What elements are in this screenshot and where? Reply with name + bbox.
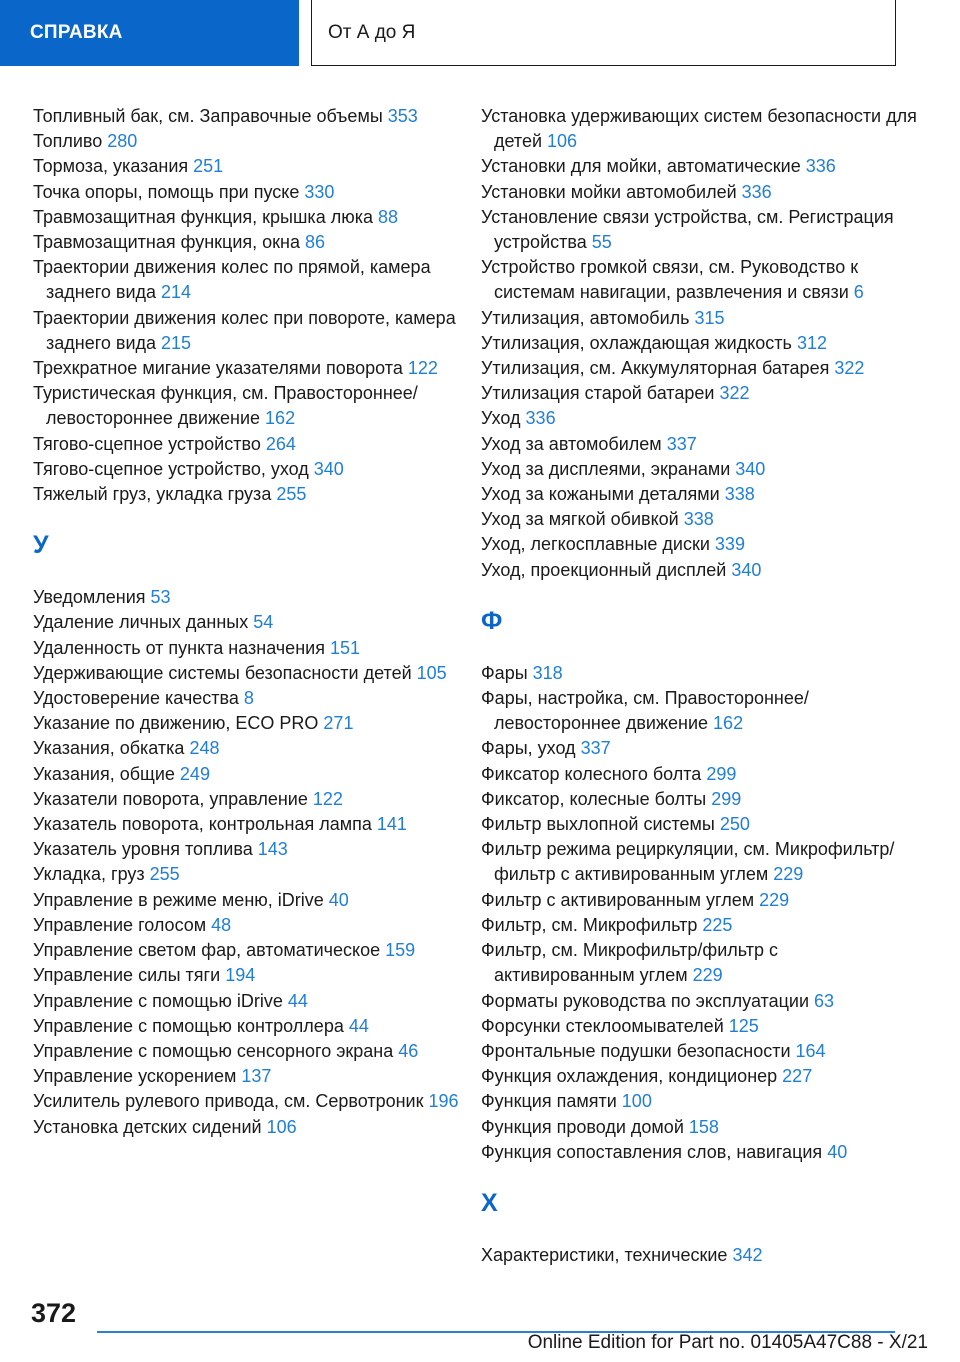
- index-entry-term: Травмозащитная функция, окна: [33, 232, 305, 253]
- page-reference-link[interactable]: 143: [257, 839, 288, 860]
- index-entry: [481, 406, 921, 431]
- page-reference-link[interactable]: 340: [731, 559, 762, 580]
- index-entry: [33, 1089, 463, 1114]
- index-entry-term: Фильтр выхлопной системы: [481, 814, 720, 835]
- index-entry-term: Топливный бак, см. Заправочные объемы: [33, 106, 388, 126]
- index-entry-term: Утилизация, автомобиль: [481, 307, 695, 328]
- index-entry: [481, 686, 921, 736]
- index-entry: [481, 1039, 921, 1064]
- index-entry-term: Фронтальные подушки безопасности: [481, 1040, 796, 1061]
- page-reference-link[interactable]: 162: [713, 713, 744, 734]
- index-entry: [481, 205, 921, 255]
- index-entry-term: Усилитель рулевого привода, см. Сервотроник: [33, 1091, 429, 1112]
- page-reference-link[interactable]: 106: [266, 1116, 297, 1137]
- index-entry-term: Траектории движения колес при повороте, камера заднего вида: [33, 307, 456, 353]
- index-entry: [481, 180, 921, 205]
- page-reference-link[interactable]: 122: [312, 788, 343, 809]
- index-entry: [33, 989, 463, 1014]
- index-entry-term: Уход за дисплеями, экранами: [481, 458, 736, 479]
- page-reference-link[interactable]: 229: [759, 889, 790, 910]
- index-entry: [481, 762, 921, 787]
- index-entry: [481, 938, 921, 988]
- index-entry-term: Функция памяти: [481, 1091, 622, 1112]
- index-entry: [33, 356, 463, 381]
- index-entry: [481, 787, 921, 812]
- page-reference-link[interactable]: 125: [728, 1015, 759, 1036]
- page-reference-link[interactable]: 336: [525, 408, 556, 429]
- page-reference-link[interactable]: 318: [532, 662, 563, 683]
- index-entry-term: Указатель уровня топлива: [33, 839, 258, 860]
- index-entry: [33, 482, 463, 507]
- page-reference-link[interactable]: 264: [265, 433, 296, 454]
- page-reference-link[interactable]: 250: [719, 814, 750, 835]
- page-reference-link[interactable]: 330: [304, 181, 335, 202]
- index-entry-term: Установки для мойки, автоматические: [481, 156, 806, 177]
- page-reference-link[interactable]: 342: [732, 1244, 763, 1265]
- index-entry: [33, 180, 463, 205]
- index-entry-term: Управление светом фар, автоматическое: [33, 940, 386, 961]
- index-entry-term: Установление связи устройства, см. Регистрация устройства: [481, 206, 894, 253]
- index-entry: [481, 736, 921, 761]
- index-entry-term: Управление с помощью сенсорного экрана: [33, 1040, 399, 1061]
- index-entry-term: Фиксатор колесного болта: [481, 763, 707, 784]
- index-entry-term: Функция сопоставления слов, навигация: [481, 1141, 828, 1162]
- page-reference-link[interactable]: 338: [683, 509, 714, 530]
- index-entry: [33, 1115, 463, 1140]
- index-column-left: [33, 104, 463, 1140]
- page-reference-link[interactable]: 48: [211, 914, 232, 935]
- page-reference-link[interactable]: 340: [735, 458, 766, 479]
- index-entry-term: Уход за автомобилем: [481, 433, 667, 454]
- index-entry: [33, 381, 463, 431]
- page-reference-link[interactable]: 340: [313, 458, 344, 479]
- index-entry-term: Удаленность от пункта назначения: [33, 637, 330, 658]
- page-reference-link[interactable]: 214: [161, 282, 192, 303]
- index-entry-term: Функция охлаждения, кондиционер: [481, 1066, 783, 1087]
- index-letter-heading: У: [33, 531, 49, 560]
- page-reference-link[interactable]: 255: [276, 484, 307, 505]
- page-reference-link[interactable]: 248: [189, 738, 220, 759]
- page-reference-link[interactable]: 44: [348, 1015, 369, 1036]
- index-entry: [33, 711, 463, 736]
- index-entry: [481, 306, 921, 331]
- index-entry-term: Удерживающие системы безопасности детей: [33, 662, 417, 683]
- index-entry-term: Точка опоры, помощь при пуске: [33, 181, 305, 202]
- index-entry-term: Топливо: [33, 131, 108, 152]
- page-reference-link[interactable]: 337: [666, 433, 697, 454]
- index-entry: [33, 205, 463, 230]
- index-entry: [481, 888, 921, 913]
- index-entry-term: Тяжелый груз, укладка груза: [33, 484, 277, 505]
- index-entry-term: Траектории движения колес по прямой, камера заднего вида: [33, 257, 431, 303]
- index-entry-term: Управление в режиме меню, iDrive: [33, 889, 329, 910]
- index-entry-term: Укладка, груз: [33, 864, 150, 885]
- index-entry: [33, 913, 463, 938]
- index-entry-term: Управление силы тяги: [33, 965, 226, 986]
- page-reference-link[interactable]: 299: [711, 788, 742, 809]
- footer-edition: Online Edition for Part no. 01405A47C88 - X/21: [527, 1332, 928, 1353]
- index-entry: [33, 457, 463, 482]
- index-entry: [481, 837, 921, 887]
- index-entry: [33, 154, 463, 179]
- index-entry-term: Указатели поворота, управление: [33, 788, 313, 809]
- index-entry-term: Форсунки стеклоомывателей: [481, 1015, 729, 1036]
- index-entry-term: Уход за мягкой обивкой: [481, 509, 684, 530]
- index-entry: [33, 585, 463, 610]
- page-reference-link[interactable]: 8: [243, 688, 254, 709]
- index-entry: [481, 104, 921, 154]
- index-entry-term: Фары: [481, 662, 533, 683]
- page-reference-link[interactable]: 164: [795, 1040, 826, 1061]
- index-entry-term: Туристическая функция, см. Правостороннее/левостороннее движение: [33, 383, 418, 429]
- index-entry-term: Форматы руководства по эксплуатации: [481, 990, 815, 1011]
- index-entry: [33, 636, 463, 661]
- index-entry: [481, 1064, 921, 1089]
- index-entry: [481, 154, 921, 179]
- index-entry-term: Указания, обкатка: [33, 738, 190, 759]
- index-entry-term: Установка детских сидений: [33, 1116, 267, 1137]
- index-entry-term: Утилизация, охлаждающая жидкость: [481, 332, 797, 353]
- page-reference-link[interactable]: 105: [416, 662, 447, 683]
- page-reference-link[interactable]: 6: [853, 282, 864, 303]
- index-entry: [481, 812, 921, 837]
- page-reference-link[interactable]: 162: [265, 408, 296, 429]
- index-entry-term: Управление с помощью iDrive: [33, 990, 288, 1011]
- index-entry-term: Фары, настройка, см. Правостороннее/левостороннее движение: [481, 688, 809, 734]
- index-entry: [481, 1115, 921, 1140]
- index-entry: [33, 1014, 463, 1039]
- page-reference-link[interactable]: 229: [692, 965, 723, 986]
- index-entry-term: Фары, уход: [481, 738, 581, 759]
- page-reference-link[interactable]: 141: [376, 814, 407, 835]
- index-entry-term: Уход, проекционный дисплей: [481, 559, 732, 580]
- page-reference-link[interactable]: 86: [305, 232, 326, 253]
- index-entry: [481, 507, 921, 532]
- index-entry: [33, 963, 463, 988]
- index-entry: [481, 356, 921, 381]
- page-reference-link[interactable]: 122: [407, 358, 438, 379]
- index-column-right: [481, 104, 921, 1268]
- page-reference-link[interactable]: 299: [706, 763, 737, 784]
- index-entry: [481, 913, 921, 938]
- index-entry-term: Тормоза, указания: [33, 156, 194, 177]
- page-reference-link[interactable]: 336: [741, 181, 772, 202]
- index-entry: [33, 129, 463, 154]
- index-entry: [33, 686, 463, 711]
- page-reference-link[interactable]: 159: [385, 940, 416, 961]
- index-entry-term: Травмозащитная функция, крышка люка: [33, 206, 378, 227]
- page-reference-link[interactable]: 100: [621, 1091, 652, 1112]
- page-reference-link[interactable]: 63: [814, 990, 835, 1011]
- index-entry: [481, 558, 921, 583]
- page-reference-link[interactable]: 315: [694, 307, 725, 328]
- index-entry-term: Устройство громкой связи, см. Руководство к системам навигации, развлечения и связи: [481, 257, 859, 303]
- index-entry: [481, 532, 921, 557]
- page-reference-link[interactable]: 215: [161, 332, 192, 353]
- page-reference-link[interactable]: 255: [149, 864, 180, 885]
- index-entry-term: Уведомления: [33, 587, 151, 608]
- index-entry: [481, 1014, 921, 1039]
- page-reference-link[interactable]: 227: [782, 1066, 813, 1087]
- page-reference-link[interactable]: 46: [398, 1040, 419, 1061]
- index-entry: [33, 610, 463, 635]
- index-entry-term: Уход: [481, 408, 526, 429]
- index-entry: [33, 837, 463, 862]
- page-reference-link[interactable]: 336: [805, 156, 836, 177]
- page-reference-link[interactable]: 337: [580, 738, 611, 759]
- index-entry: [481, 381, 921, 406]
- page-reference-link[interactable]: 158: [688, 1116, 719, 1137]
- section-tab[interactable]: СПРАВКА: [0, 0, 299, 66]
- page-reference-link[interactable]: 322: [834, 358, 865, 379]
- index-entry-term: Утилизация, см. Аккумуляторная батарея: [481, 358, 835, 379]
- index-entry-term: Фильтр, см. Микрофильтр: [481, 914, 703, 935]
- index-entry: [481, 432, 921, 457]
- page-reference-link[interactable]: 137: [241, 1066, 272, 1087]
- page-reference-link[interactable]: 312: [796, 332, 827, 353]
- index-entry: [33, 888, 463, 913]
- page-reference-link[interactable]: 194: [225, 965, 256, 986]
- index-entry: [33, 661, 463, 686]
- page-reference-link[interactable]: 251: [193, 156, 224, 177]
- index-entry-term: Управление с помощью контроллера: [33, 1015, 349, 1036]
- index-entry-term: Тягово-сцепное устройство: [33, 433, 266, 454]
- page-header: [0, 0, 960, 66]
- index-entry-term: Характеристики, технические: [481, 1244, 733, 1265]
- index-entry-term: Функция проводи домой: [481, 1116, 689, 1137]
- page-reference-link[interactable]: 106: [547, 131, 578, 152]
- index-entry: [481, 1089, 921, 1114]
- index-entry: [481, 989, 921, 1014]
- index-entry-term: Удаление личных данных: [33, 612, 254, 633]
- page-reference-link[interactable]: 55: [591, 232, 612, 253]
- index-entry: [33, 104, 463, 129]
- page-reference-link[interactable]: 196: [428, 1091, 459, 1112]
- chapter-tab[interactable]: От А до Я: [311, 0, 896, 66]
- index-entry-term: Указания, общие: [33, 763, 180, 784]
- index-entry: [481, 331, 921, 356]
- index-entry: [33, 762, 463, 787]
- index-entry: [33, 432, 463, 457]
- page-number: 372: [31, 1298, 77, 1328]
- index-entry: [33, 255, 463, 305]
- index-entry: [33, 230, 463, 255]
- index-entry-term: Трехкратное мигание указателями поворота: [33, 358, 408, 379]
- index-entry: [33, 938, 463, 963]
- page-reference-link[interactable]: 53: [150, 587, 171, 608]
- page-reference-link[interactable]: 88: [378, 206, 399, 227]
- page-reference-link[interactable]: 229: [773, 864, 804, 885]
- index-entry-term: Фиксатор, колесные болты: [481, 788, 712, 809]
- index-entry: [33, 306, 463, 356]
- index-letter-heading: Х: [481, 1188, 498, 1217]
- page-reference-link[interactable]: 44: [287, 990, 308, 1011]
- index-entry-term: Утилизация старой батареи: [481, 383, 720, 404]
- index-entry: [481, 457, 921, 482]
- index-entry-term: Указание по движению, ECO PRO: [33, 713, 324, 734]
- page-reference-link[interactable]: 322: [719, 383, 750, 404]
- page-reference-link[interactable]: 249: [179, 763, 210, 784]
- page-reference-link[interactable]: 151: [329, 637, 360, 658]
- index-entry-term: Установка удерживающих систем безопасности для детей: [481, 106, 917, 152]
- page-reference-link[interactable]: 271: [323, 713, 354, 734]
- index-entry-term: Тягово-сцепное устройство, уход: [33, 458, 314, 479]
- index-entry-term: Удостоверение качества: [33, 688, 244, 709]
- index-entry: [481, 1243, 921, 1268]
- page-reference-link[interactable]: 338: [724, 484, 755, 505]
- index-entry: [33, 787, 463, 812]
- index-entry: [481, 661, 921, 686]
- index-entry: [33, 1039, 463, 1064]
- page-reference-link[interactable]: 40: [827, 1141, 848, 1162]
- page-reference-link[interactable]: 40: [328, 889, 349, 910]
- index-entry-term: Фильтр с активированным углем: [481, 889, 760, 910]
- index-entry-term: Фильтр, см. Микрофильтр/фильтр с активированным углем: [481, 940, 778, 986]
- index-entry: [481, 482, 921, 507]
- index-entry-term: Управление ускорением: [33, 1066, 242, 1087]
- page-reference-link[interactable]: 353: [387, 106, 418, 126]
- page-reference-link[interactable]: 225: [702, 914, 733, 935]
- index-entry: [33, 736, 463, 761]
- index-entry: [33, 812, 463, 837]
- index-letter-heading: Ф: [481, 606, 503, 635]
- index-entry-term: Уход за кожаными деталями: [481, 484, 725, 505]
- index-entry-term: Уход, легкосплавные диски: [481, 534, 715, 555]
- page-reference-link[interactable]: 280: [107, 131, 138, 152]
- index-entry: [33, 1064, 463, 1089]
- index-entry: [481, 1140, 921, 1165]
- index-entry-term: Установки мойки автомобилей: [481, 181, 742, 202]
- page-reference-link[interactable]: 54: [253, 612, 274, 633]
- page-reference-link[interactable]: 339: [714, 534, 745, 555]
- index-entry: [33, 862, 463, 887]
- index-entry: [481, 255, 921, 305]
- index-entry-term: Управление голосом: [33, 914, 212, 935]
- index-entry-term: Фильтр режима рециркуляции, см. Микрофильтр/фильтр с активированным углем: [481, 839, 895, 885]
- index-entry-term: Указатель поворота, контрольная лампа: [33, 814, 377, 835]
